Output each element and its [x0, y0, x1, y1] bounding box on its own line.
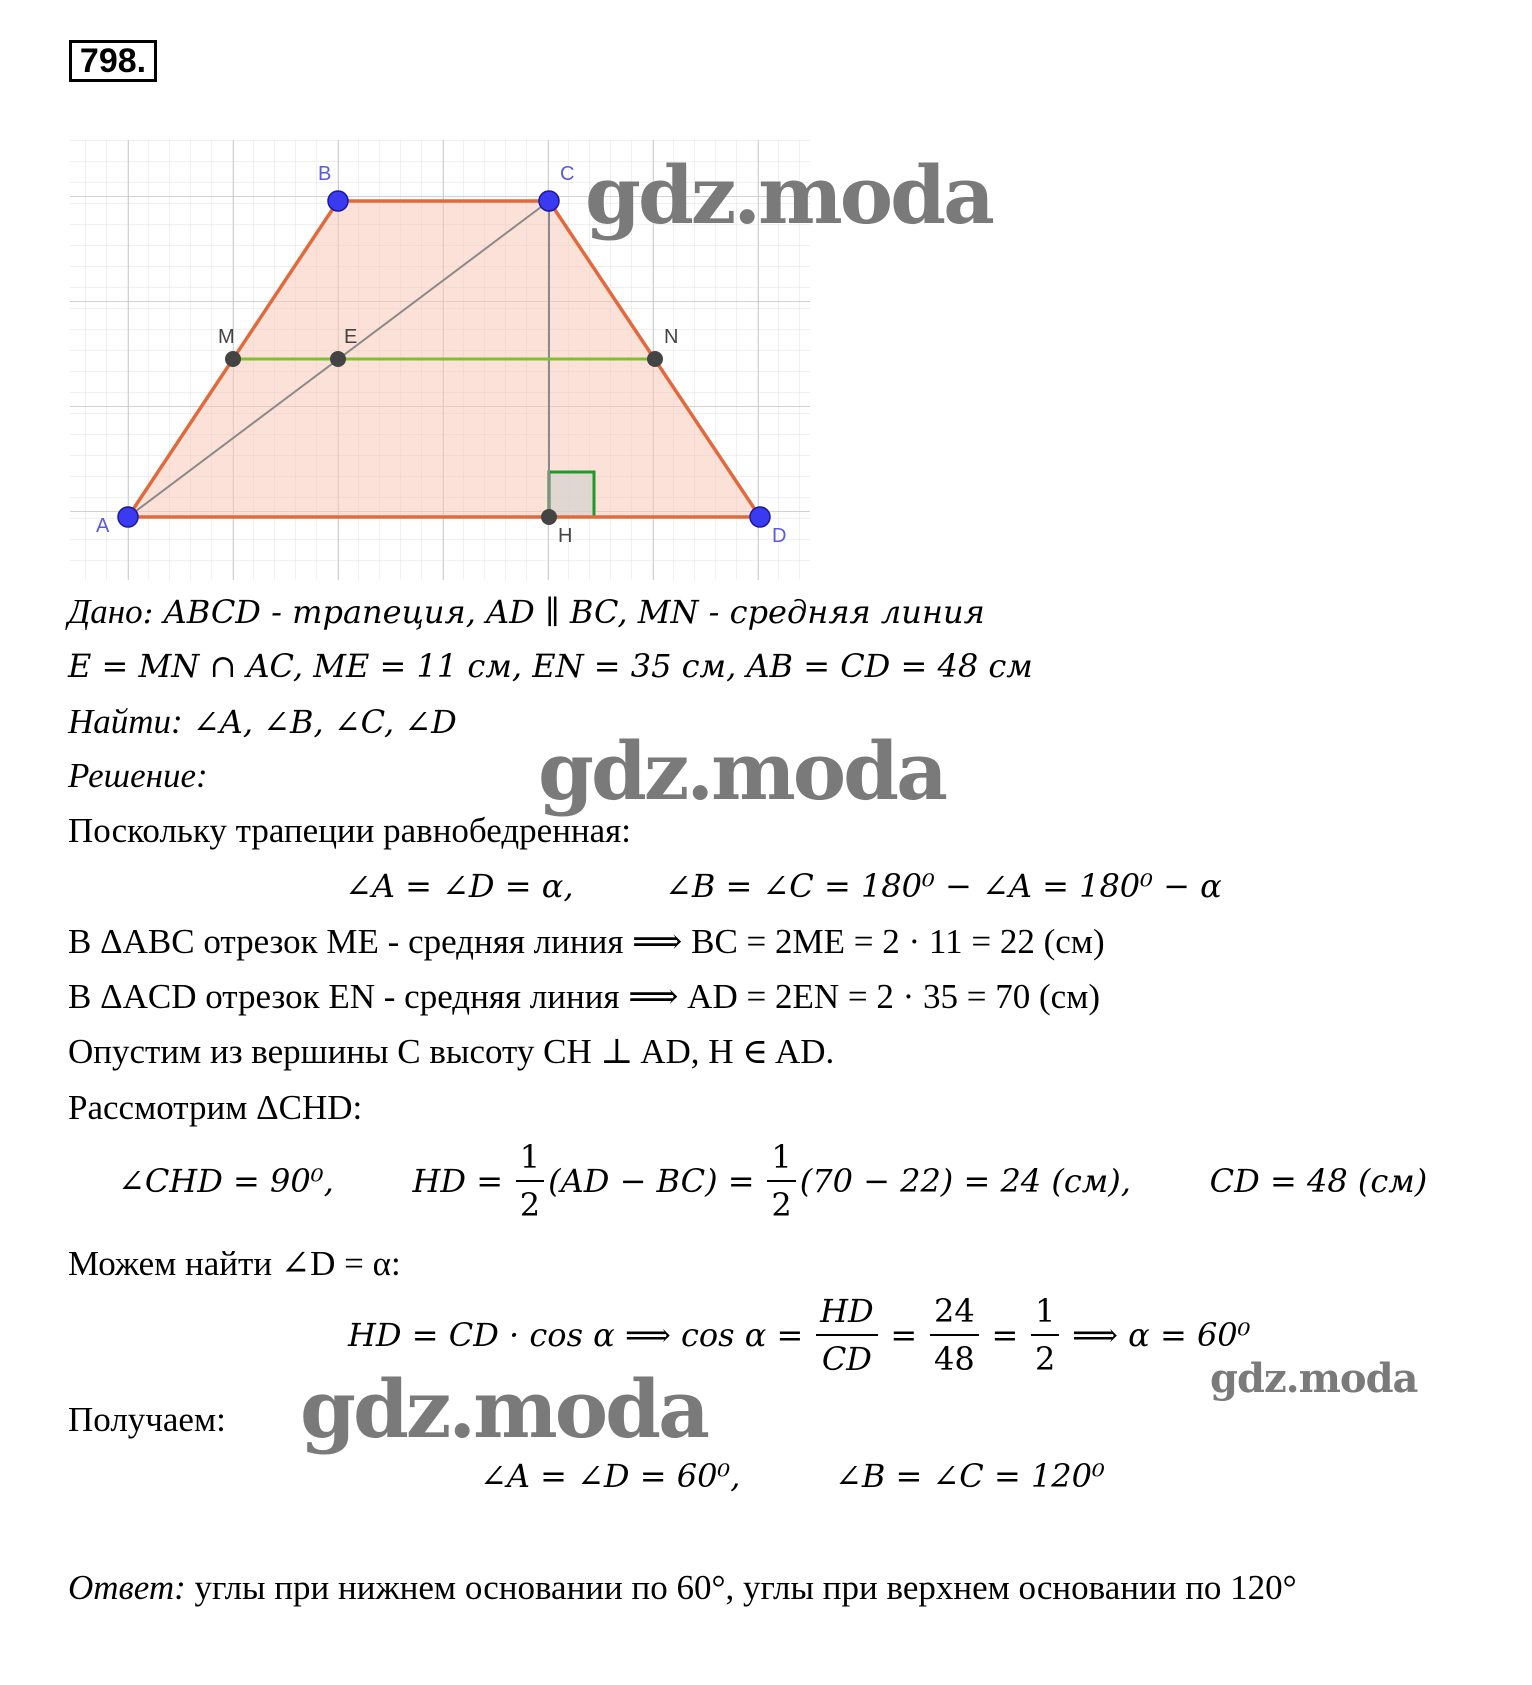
fraction-24-48: $\frac{24}{48}$	[930, 1292, 979, 1378]
label-a: A	[96, 515, 110, 537]
find-label: Найти:	[68, 702, 183, 741]
label-d: D	[772, 525, 787, 547]
point-c	[539, 191, 559, 211]
hd-value: (70 − 22) = 24 (см),	[799, 1162, 1131, 1200]
fraction-half-2: $\frac{1}{2}$	[767, 1138, 795, 1224]
given-text-1: : ABCD - трапеция, AD ∥ BC, MN - средняя линия	[142, 593, 985, 631]
point-e	[330, 351, 346, 367]
solution-step-11a: ∠A = ∠D = 60⁰,	[480, 1457, 741, 1495]
label-e: E	[344, 326, 358, 348]
find-value: ∠A, ∠B, ∠C, ∠D	[182, 703, 457, 741]
fraction-hd-cd: $\frac{HD}{CD}$	[816, 1292, 878, 1378]
cos-expr: HD = CD · cos α ⟹ cos α =	[348, 1316, 804, 1354]
point-m	[225, 351, 241, 367]
answer-text: углы при нижнем основании по 60°, углы при верхнем основании по 120°	[185, 1568, 1297, 1607]
alpha-result: ⟹ α = 60⁰	[1072, 1316, 1251, 1354]
given-label: Дано	[68, 592, 143, 631]
answer-line	[68, 1568, 1297, 1608]
given-line-1	[68, 592, 985, 632]
equals-1: =	[890, 1316, 918, 1354]
label-c: C	[560, 163, 575, 185]
point-d	[750, 507, 770, 527]
point-b	[328, 191, 348, 211]
solution-step-7	[118, 1138, 1427, 1224]
find-line	[68, 702, 457, 742]
label-m: M	[218, 326, 235, 348]
cd-value: CD = 48 (см)	[1209, 1162, 1428, 1200]
right-angle-mark	[549, 472, 594, 517]
solution-step-3: В ΔABC отрезок ME - средняя линия ⟹ BC = 2ME = 2 · 11 = 22 (см)	[68, 922, 1105, 961]
solution-step-9	[348, 1292, 1250, 1378]
solution-step-4: В ΔACD отрезок EN - средняя линия ⟹ AD = 2EN = 2 · 35 = 70 (см)	[68, 977, 1101, 1016]
solution-step-2a: ∠A = ∠D = α,	[345, 867, 574, 905]
fraction-half-1: $\frac{1}{2}$	[516, 1138, 544, 1224]
watermark-4: gdz.moda	[1210, 1355, 1418, 1402]
given-line-2: E = MN ∩ AC, ME = 11 см, EN = 35 см, AB = CD = 48 см	[68, 647, 1033, 685]
solution-step-1: Поскольку трапеции равнобедренная:	[68, 811, 632, 850]
solution-step-8: Можем найти ∠D = α:	[68, 1244, 401, 1283]
point-n	[647, 351, 663, 367]
equals-2: =	[991, 1316, 1019, 1354]
solution-label: Решение:	[68, 756, 208, 795]
point-a	[118, 507, 138, 527]
solution-step-5: Опустим из вершины C высоту CH ⊥ AD, H ∈ AD.	[68, 1032, 835, 1071]
hd-label: HD =	[412, 1162, 504, 1200]
problem-number: 798.	[69, 40, 157, 82]
solution-step-10: Получаем:	[68, 1400, 226, 1439]
watermark-1: gdz.moda	[585, 148, 992, 242]
fraction-half-3: $\frac{1}{2}$	[1031, 1292, 1059, 1378]
point-h	[541, 509, 557, 525]
solution-step-6: Рассмотрим ΔCHD:	[68, 1088, 363, 1127]
watermark-3: gdz.moda	[300, 1362, 707, 1456]
solution-step-11b: ∠B = ∠C = 120⁰	[835, 1457, 1105, 1495]
solution-step-2b: ∠B = ∠C = 180⁰ − ∠A = 180⁰ − α	[665, 867, 1222, 905]
label-n: N	[664, 326, 679, 348]
angle-chd: ∠CHD = 90⁰,	[118, 1162, 334, 1200]
answer-label: Ответ:	[68, 1568, 186, 1607]
label-h: H	[558, 525, 573, 547]
hd-expr: (AD − BC) =	[548, 1162, 755, 1200]
watermark-2: gdz.moda	[538, 724, 945, 818]
label-b: B	[318, 163, 332, 185]
